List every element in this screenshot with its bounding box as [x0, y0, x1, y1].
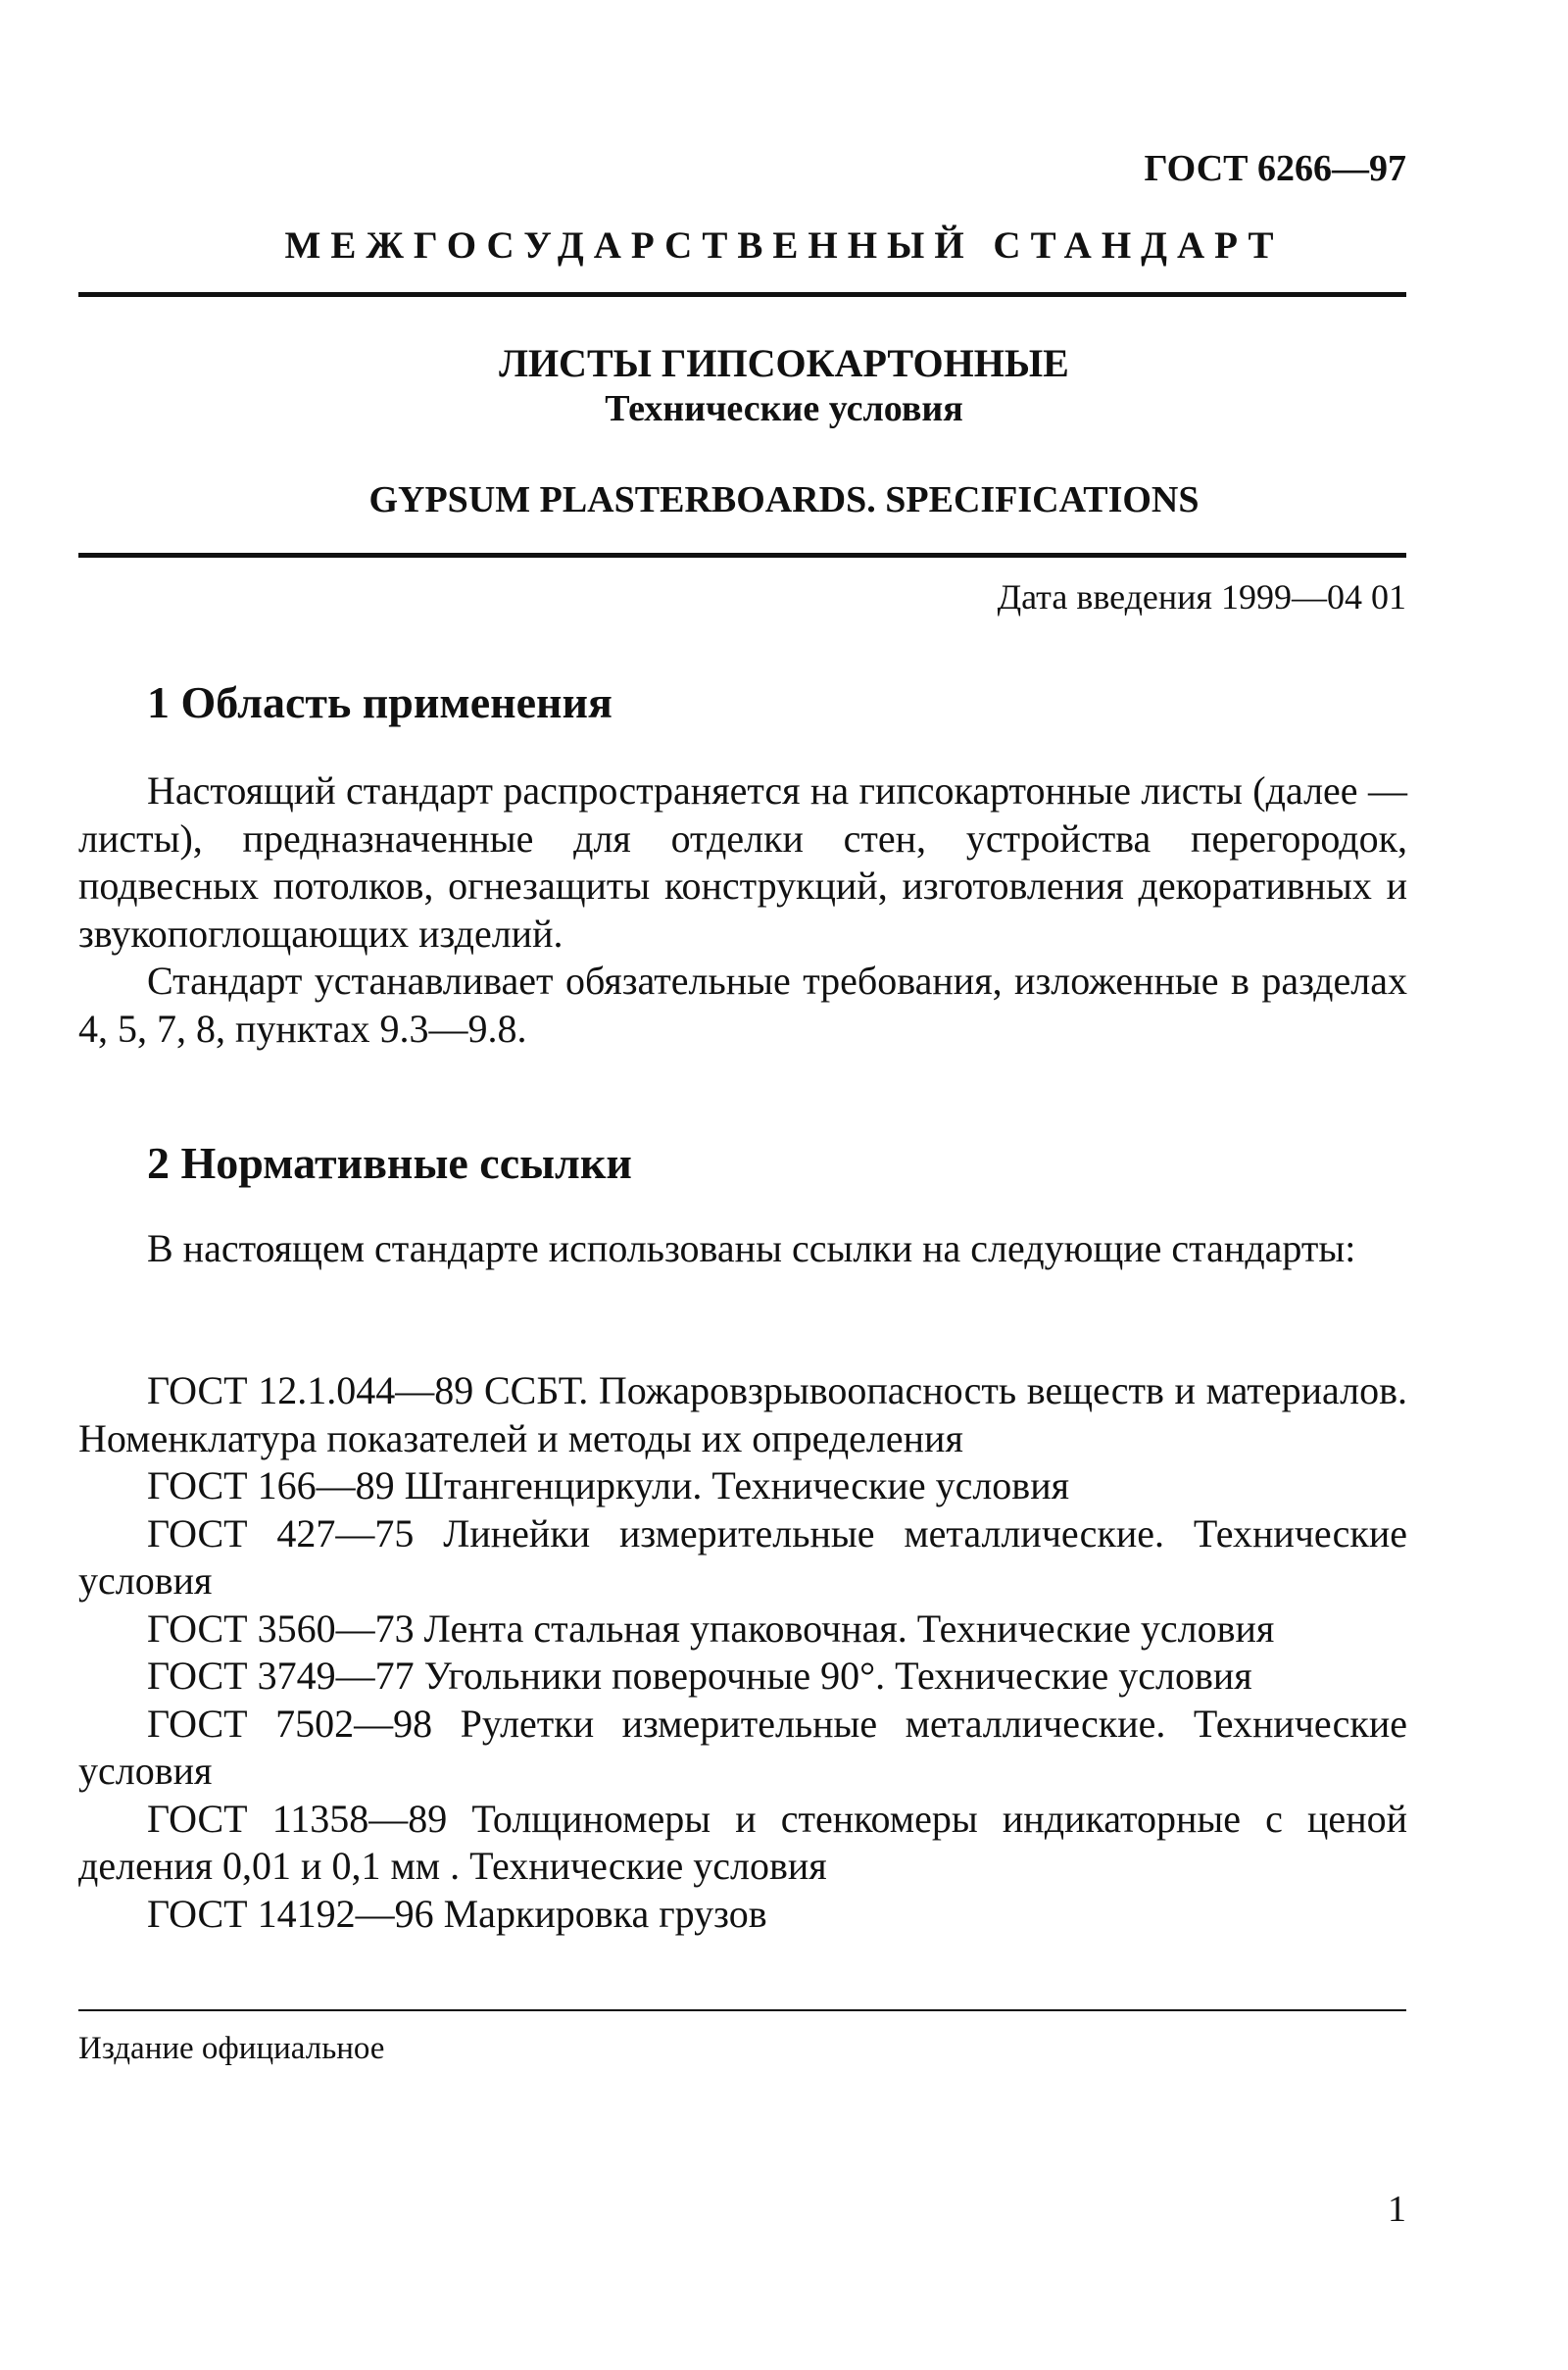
- reference-item: ГОСТ 427—75 Линейки измерительные металлические. Технические условия: [78, 1510, 1407, 1603]
- reference-list: [78, 1367, 1407, 1938]
- title-rule: [78, 553, 1406, 558]
- standard-number: ГОСТ 6266—97: [1144, 148, 1406, 189]
- reference-item: ГОСТ 11358—89 Толщиномеры и стенкомеры индикаторные с ценой деления 0,01 и 0,1 мм . Технические условия: [78, 1796, 1407, 1888]
- edition-note: Издание официальное: [78, 2031, 385, 2066]
- footer-rule: [78, 2009, 1406, 2011]
- title-ru: ЛИСТЫ ГИПСОКАРТОННЫЕ: [499, 341, 1069, 385]
- title-block: [0, 341, 1568, 431]
- reference-item: ГОСТ 7502—98 Рулетки измерительные металлические. Технические условия: [78, 1701, 1407, 1793]
- scope-paragraph: Настоящий стандарт распространяется на гипсокартонные листы (далее — листы), предназначенные для отделки стен, устройства перегородок, подвесных потолков, огнезащиты конструкций, изготовления декоративных и звукопоглощающих изделий.: [78, 768, 1407, 956]
- reference-item: ГОСТ 14192—96 Маркировка грузов: [147, 1891, 767, 1936]
- section-heading-scope: 1 Область применения: [147, 677, 612, 727]
- title-en: GYPSUM PLASTERBOARDS. SPECIFICATIONS: [368, 479, 1200, 520]
- references-intro: В настоящем стандарте использованы ссылки на следующие стандарты:: [147, 1226, 1356, 1270]
- reference-item: ГОСТ 3749—77 Угольники поверочные 90°. Технические условия: [147, 1654, 1252, 1698]
- standard-kind: МЕЖГОСУДАРСТВЕННЫЙ СТАНДАРТ: [284, 224, 1284, 267]
- reference-item: ГОСТ 12.1.044—89 ССБТ. Пожаровзрывоопасность веществ и материалов. Номенклатура показателей и методы их определения: [78, 1368, 1407, 1460]
- scope-paragraph: Стандарт устанавливает обязательные требования, изложенные в разделах 4, 5, 7, 8, пунктах 9.3—9.8.: [78, 959, 1407, 1051]
- top-rule: [78, 292, 1406, 297]
- page-number: 1: [1388, 2189, 1406, 2230]
- intro-date: Дата введения 1999—04 01: [997, 577, 1406, 617]
- reference-item: ГОСТ 3560—73 Лента стальная упаковочная. Технические условия: [147, 1605, 1275, 1651]
- section-heading-references: 2 Нормативные ссылки: [147, 1138, 632, 1188]
- reference-item: ГОСТ 166—89 Штангенциркули. Технические условия: [147, 1463, 1069, 1507]
- subtitle-ru: Технические условия: [605, 388, 963, 429]
